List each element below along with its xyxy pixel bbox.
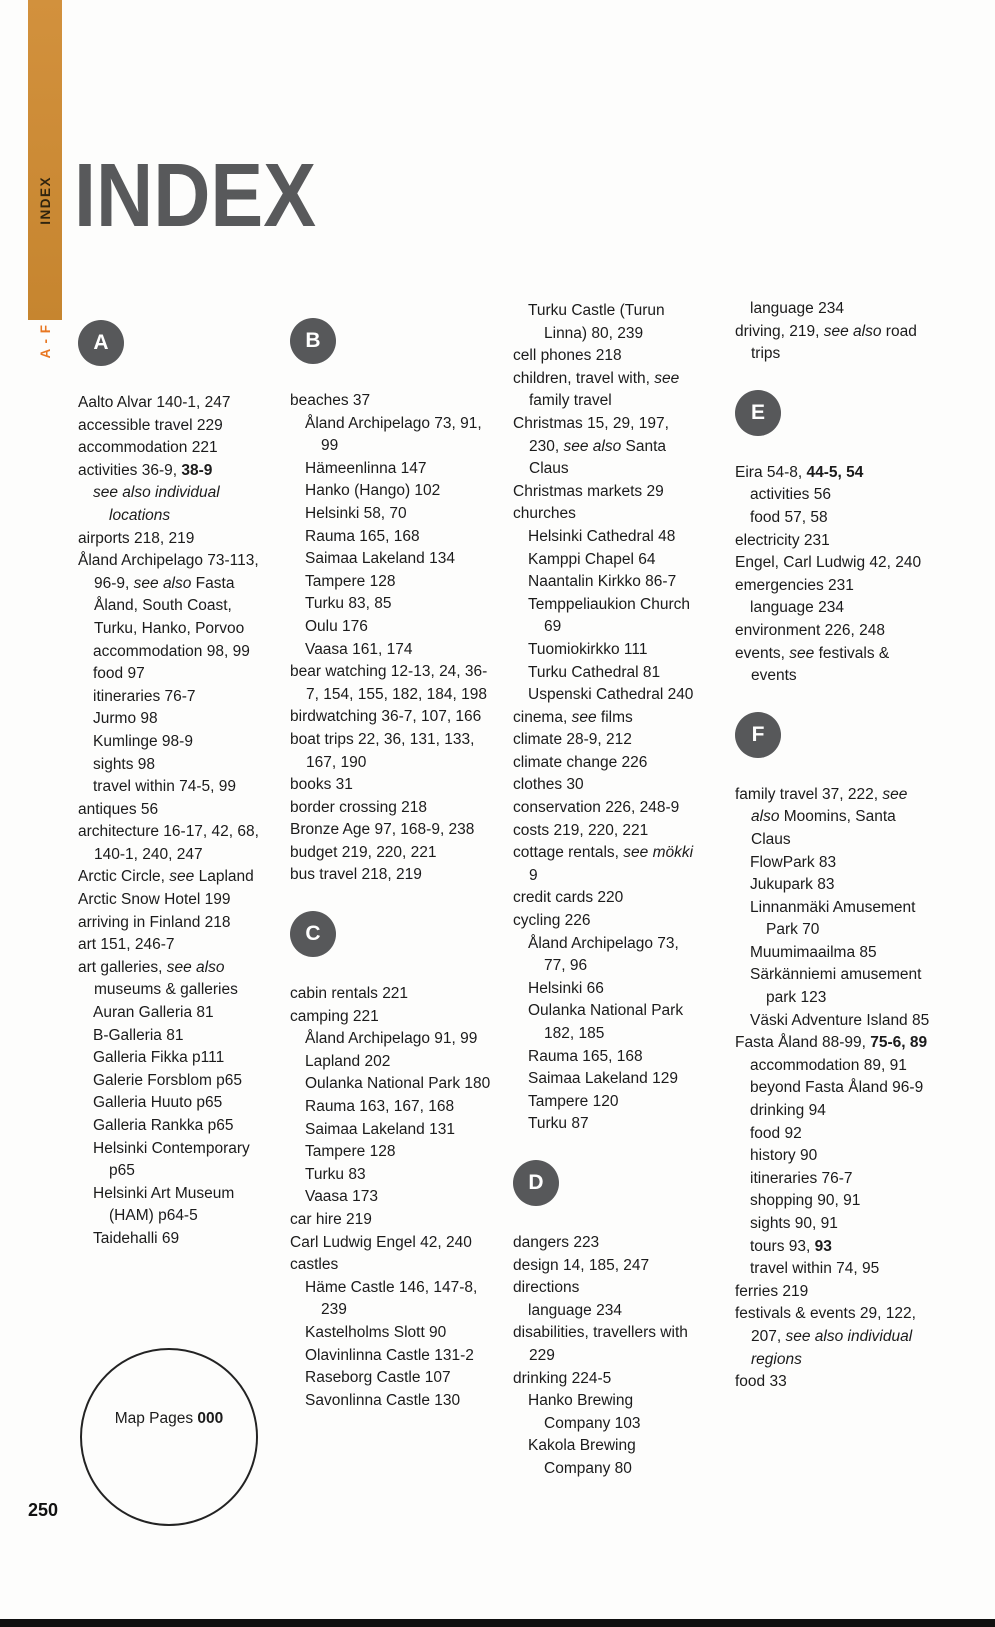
index-entry: driving, 219, see also road trips [735, 322, 917, 363]
index-entry: airports 218, 219 [78, 529, 195, 547]
map-pages-label: Map Pages [114, 1410, 194, 1427]
index-entry: history 90 [750, 1147, 818, 1165]
index-entry: Raseborg Castle 107 [305, 1369, 451, 1387]
index-entry: Galleria Fikka p111 [93, 1049, 225, 1067]
index-entry: disabilities, travellers with 229 [513, 1324, 688, 1364]
index-entry: Väski Adventure Island 85 [750, 1011, 930, 1029]
index-entry: ferries 219 [735, 1282, 809, 1300]
index-entry: accommodation 98, 99 [93, 642, 250, 660]
letter-range [28, 324, 62, 388]
index-entry: Särkänniemi amusement park 123 [750, 966, 922, 1007]
index-entry: Saimaa Lakeland 134 [305, 550, 455, 568]
index-entry: Rauma 165, 168 [528, 1047, 643, 1065]
index-entry: cycling 226 [513, 912, 591, 930]
index-entry: Bronze Age 97, 168-9, 238 [290, 821, 475, 839]
index-entry: budget 219, 220, 221 [290, 843, 437, 861]
index-entry: festivals & events 29, 122, 207, see also individual regions [735, 1305, 916, 1368]
index-entry: Taidehalli 69 [93, 1229, 180, 1247]
index-entry: credit cards 220 [513, 889, 624, 907]
index-entry: birdwatching 36-7, 107, 166 [290, 708, 482, 726]
index-entry: Tampere 128 [305, 572, 396, 590]
index-entry: Aalto Alvar 140-1, 247 [78, 394, 231, 411]
index-entry: Lapland 202 [305, 1052, 391, 1070]
index-entry: see also individual locations [93, 484, 220, 524]
index-entry: Engel, Carl Ludwig 42, 240 [735, 554, 922, 572]
index-entry: cottage rentals, see mökki 9 [513, 844, 694, 884]
index-entry: Arctic Circle, see Lapland [78, 868, 254, 886]
index-entry: Auran Galleria 81 [93, 1004, 214, 1022]
index-entry: food 33 [735, 1373, 787, 1391]
letter-badge-b: B [290, 318, 336, 364]
letter-badge-a: A [78, 320, 124, 366]
index-entry: B-Galleria 81 [93, 1026, 184, 1044]
index-entry: Helsinki Cathedral 48 [528, 527, 676, 545]
index-entry: Christmas markets 29 [513, 482, 664, 500]
index-entry: shopping 90, 91 [750, 1192, 861, 1210]
letter-badge-e: E [735, 390, 781, 436]
index-entry: dangers 223 [513, 1233, 600, 1251]
index-entry: family travel 37, 222, see also Moomins, Santa Claus [735, 785, 908, 848]
index-entry: Oulanka National Park 182, 185 [528, 1002, 684, 1042]
index-entry: activities 56 [750, 486, 831, 504]
index-entry: language 234 [750, 300, 844, 317]
index-entry: itineraries 76-7 [750, 1169, 853, 1187]
index-entry: Hanko (Hango) 102 [305, 482, 441, 500]
index-entry: Uspenski Cathedral 240 [528, 686, 694, 704]
letter-badge-d: D [513, 1160, 559, 1206]
index-entry: boat trips 22, 36, 131, 133, 167, 190 [290, 730, 475, 771]
letter-badge-f: F [735, 712, 781, 758]
index-entry: language 234 [750, 599, 844, 617]
index-entry: Oulu 176 [305, 617, 368, 635]
letter-badge-c: C [290, 911, 336, 957]
page-title: INDEX [74, 146, 317, 246]
index-entry: cabin rentals 221 [290, 985, 409, 1003]
index-entry: costs 219, 220, 221 [513, 821, 649, 839]
index-entry: architecture 16-17, 42, 68, 140-1, 240, 247 [78, 823, 259, 863]
index-entry: Oulanka National Park 180 [305, 1075, 491, 1093]
index-entry: Rauma 165, 168 [305, 527, 420, 545]
index-entry: Kakola Brewing Company 80 [528, 1437, 636, 1477]
index-column-3 [513, 300, 701, 1481]
index-entry: Turku Cathedral 81 [528, 663, 661, 681]
page-bottom-edge [0, 1619, 995, 1627]
index-entry: Savonlinna Castle 130 [305, 1391, 461, 1409]
index-entry: accommodation 89, 91 [750, 1056, 907, 1074]
index-entry: Jukupark 83 [750, 876, 835, 894]
index-entry: drinking 224-5 [513, 1369, 612, 1387]
index-entry: itineraries 76-7 [93, 687, 196, 705]
index-entry: Naantalin Kirkko 86-7 [528, 573, 677, 591]
index-entry: travel within 74, 95 [750, 1260, 880, 1278]
index-entry: tours 93, 93 [750, 1237, 832, 1255]
index-entry: Eira 54-8, 44-5, 54 [735, 463, 864, 481]
index-entry: climate change 226 [513, 753, 648, 771]
index-entry: Kamppi Chapel 64 [528, 550, 656, 568]
index-entry: Åland Archipelago 91, 99 [305, 1030, 478, 1048]
index-entry: Galleria Huuto p65 [93, 1094, 223, 1112]
index-entry: arriving in Finland 218 [78, 913, 231, 931]
index-entry: directions [513, 1279, 580, 1297]
index-entry: Helsinki 58, 70 [305, 504, 407, 522]
index-entry: Åland Archipelago 73-113, 96-9, see also Fasta Åland, South Coast, Turku, Hanko, Porvoo [78, 552, 259, 637]
index-entry: Galleria Rankka p65 [93, 1117, 234, 1134]
index-entry: Helsinki Contemporary p65 [93, 1139, 250, 1180]
index-entry: drinking 94 [750, 1102, 826, 1120]
index-entry: bus travel 218, 219 [290, 866, 422, 884]
index-entry: Saimaa Lakeland 131 [305, 1120, 455, 1138]
index-entry: camping 221 [290, 1007, 379, 1025]
index-entry: Olavinlinna Castle 131-2 [305, 1346, 474, 1364]
index-entry: conservation 226, 248-9 [513, 799, 680, 817]
index-entry: food 57, 58 [750, 508, 828, 526]
index-entry: bear watching 12-13, 24, 36-7, 154, 155, 182, 184, 198 [290, 663, 488, 703]
index-entry: sights 98 [93, 755, 156, 773]
index-entry: design 14, 185, 247 [513, 1256, 650, 1274]
index-entry: Arctic Snow Hotel 199 [78, 891, 231, 909]
index-entry: accessible travel 229 [78, 416, 223, 434]
index-entry: cell phones 218 [513, 347, 622, 365]
index-entry: Helsinki 66 [528, 979, 604, 997]
index-entry: Linnanmäki Amusement Park 70 [750, 898, 916, 939]
index-entry: language 234 [528, 1301, 622, 1319]
map-pages-text [82, 1410, 256, 1428]
index-entry: car hire 219 [290, 1211, 372, 1228]
index-entry: Turku 83, 85 [305, 595, 392, 613]
index-entry: Christmas 15, 29, 197, 230, see also Santa Claus [513, 414, 669, 478]
index-entry: food 97 [93, 665, 145, 683]
index-entry: Carl Ludwig Engel 42, 240 [290, 1233, 472, 1251]
index-entry: art galleries, see also museums & galleries [78, 958, 238, 999]
index-entry: Kumlinge 98-9 [93, 732, 193, 750]
index-entry: Åland Archipelago 73, 77, 96 [528, 934, 679, 975]
index-entry: castles [290, 1256, 339, 1274]
index-entry: travel within 74-5, 99 [93, 778, 237, 796]
index-entry: accommodation 221 [78, 439, 218, 457]
index-entry: beyond Fasta Åland 96-9 [750, 1079, 924, 1097]
index-entry: children, travel with, see family travel [513, 369, 680, 410]
index-entry: books 31 [290, 776, 353, 794]
index-entry: Jurmo 98 [93, 710, 158, 728]
index-entry: FlowPark 83 [750, 853, 837, 871]
index-entry: Helsinki Art Museum (HAM) p64-5 [93, 1184, 235, 1225]
index-entry: climate 28-9, 212 [513, 731, 632, 749]
index-entry: Hämeenlinna 147 [305, 459, 427, 477]
index-entry: Rauma 163, 167, 168 [305, 1098, 455, 1116]
letter-range-label: A - F [37, 324, 53, 359]
index-entry: sights 90, 91 [750, 1215, 838, 1232]
index-entry: cinema, see films [513, 708, 633, 726]
index-column-1 [78, 320, 268, 1251]
index-entry: Tampere 128 [305, 1143, 396, 1161]
index-entry: Tampere 120 [528, 1092, 619, 1110]
index-entry: Kastelholms Slott 90 [305, 1323, 447, 1341]
index-entry: Muumimaailma 85 [750, 943, 877, 961]
index-entry: churches [513, 505, 576, 523]
index-entry: Vaasa 173 [305, 1188, 378, 1206]
index-entry: Saimaa Lakeland 129 [528, 1070, 678, 1088]
index-entry: art 151, 246-7 [78, 936, 175, 954]
index-entry: Turku 83 [305, 1165, 366, 1183]
index-entry: beaches 37 [290, 392, 371, 409]
index-entry: Turku Castle (Turun Linna) 80, 239 [528, 302, 665, 342]
index-column-4 [735, 298, 933, 1394]
section-tab-label: INDEX [37, 176, 53, 225]
index-entry: Tuomiokirkko 111 [528, 640, 648, 658]
index-entry: emergencies 231 [735, 576, 854, 594]
index-entry: environment 226, 248 [735, 621, 885, 639]
index-entry: Temppeliaukion Church 69 [528, 595, 690, 636]
page-number: 250 [28, 1500, 59, 1520]
map-pages-circle [80, 1348, 258, 1526]
index-entry: antiques 56 [78, 800, 159, 818]
index-entry: Åland Archipelago 73, 91, 99 [305, 414, 482, 455]
section-tab [28, 0, 62, 320]
index-entry: Fasta Åland 88-99, 75-6, 89 [735, 1034, 928, 1052]
index-entry: events, see festivals & events [735, 644, 890, 685]
index-entry: Häme Castle 146, 147-8, 239 [305, 1278, 478, 1319]
index-entry: clothes 30 [513, 776, 584, 794]
index-entry: Galerie Forsblom p65 [93, 1071, 243, 1089]
index-entry: Hanko Brewing Company 103 [528, 1392, 641, 1432]
index-entry: activities 36-9, 38-9 [78, 461, 213, 479]
index-entry: border crossing 218 [290, 798, 427, 816]
map-pages-value: 000 [197, 1410, 224, 1427]
index-entry: Vaasa 161, 174 [305, 640, 413, 658]
index-entry: food 92 [750, 1124, 802, 1142]
index-entry: Turku 87 [528, 1115, 589, 1133]
index-column-2 [290, 318, 492, 1412]
index-entry: electricity 231 [735, 531, 830, 549]
